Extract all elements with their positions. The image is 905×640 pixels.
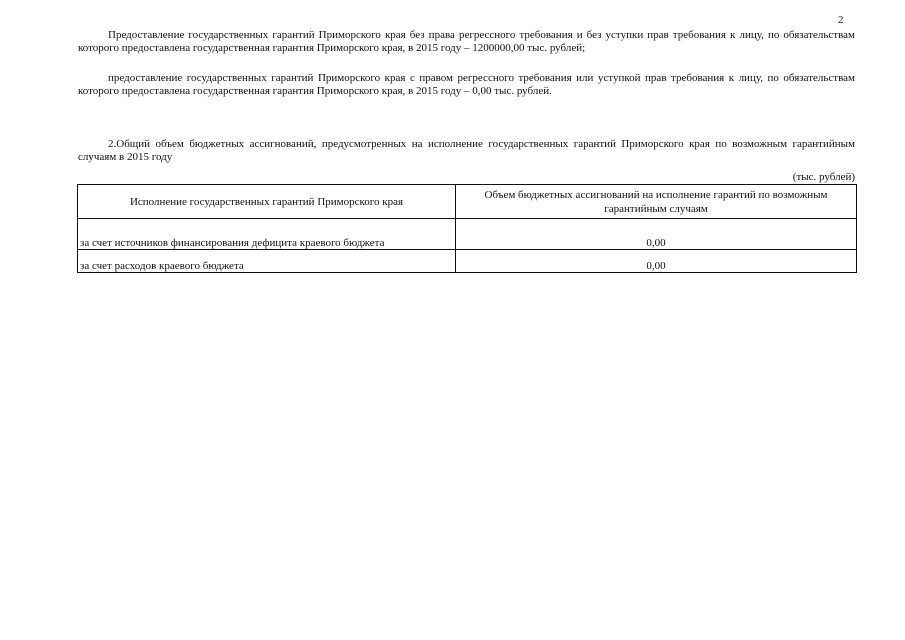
- table-units-caption: (тыс. рублей): [792, 171, 855, 183]
- paragraph-without-recourse: Предоставление государственных гарантий Приморского края без права регрессного требования и без уступки прав требования к лицу, по обязательствам которого предоставлена государственная гарантия Приморского края, в 2015 году – 1200000,00 тыс. рублей;: [78, 29, 855, 55]
- paragraph-with-recourse: предоставление государственных гарантий Приморского края с правом регрессного требования или уступкой прав требования к лицу, по обязательствам которого предоставлена государственная гарантия Приморского края, в 2015 году – 0,00 тыс. рублей.: [78, 72, 855, 98]
- table-cell-label: за счет расходов краевого бюджета: [78, 250, 456, 273]
- paragraph-total-allocations: 2.Общий объем бюджетных ассигнований, предусмотренных на исполнение государственных гарантий Приморского края по возможным гарантийным случаям в 2015 году: [78, 138, 855, 164]
- table-cell-value: 0,00: [456, 250, 857, 273]
- table-cell-value: 0,00: [456, 219, 857, 250]
- table-header-allocations: Объем бюджетных ассигнований на исполнение гарантий по возможным гарантийным случаям: [456, 185, 857, 219]
- table-header-execution: Исполнение государственных гарантий Приморского края: [78, 185, 456, 219]
- guarantees-table: [77, 184, 857, 273]
- table-row: [78, 219, 857, 250]
- table-cell-label: за счет источников финансирования дефицита краевого бюджета: [78, 219, 456, 250]
- table-header-row: [78, 185, 857, 219]
- table-row: [78, 250, 857, 273]
- page-number: 2: [838, 14, 844, 26]
